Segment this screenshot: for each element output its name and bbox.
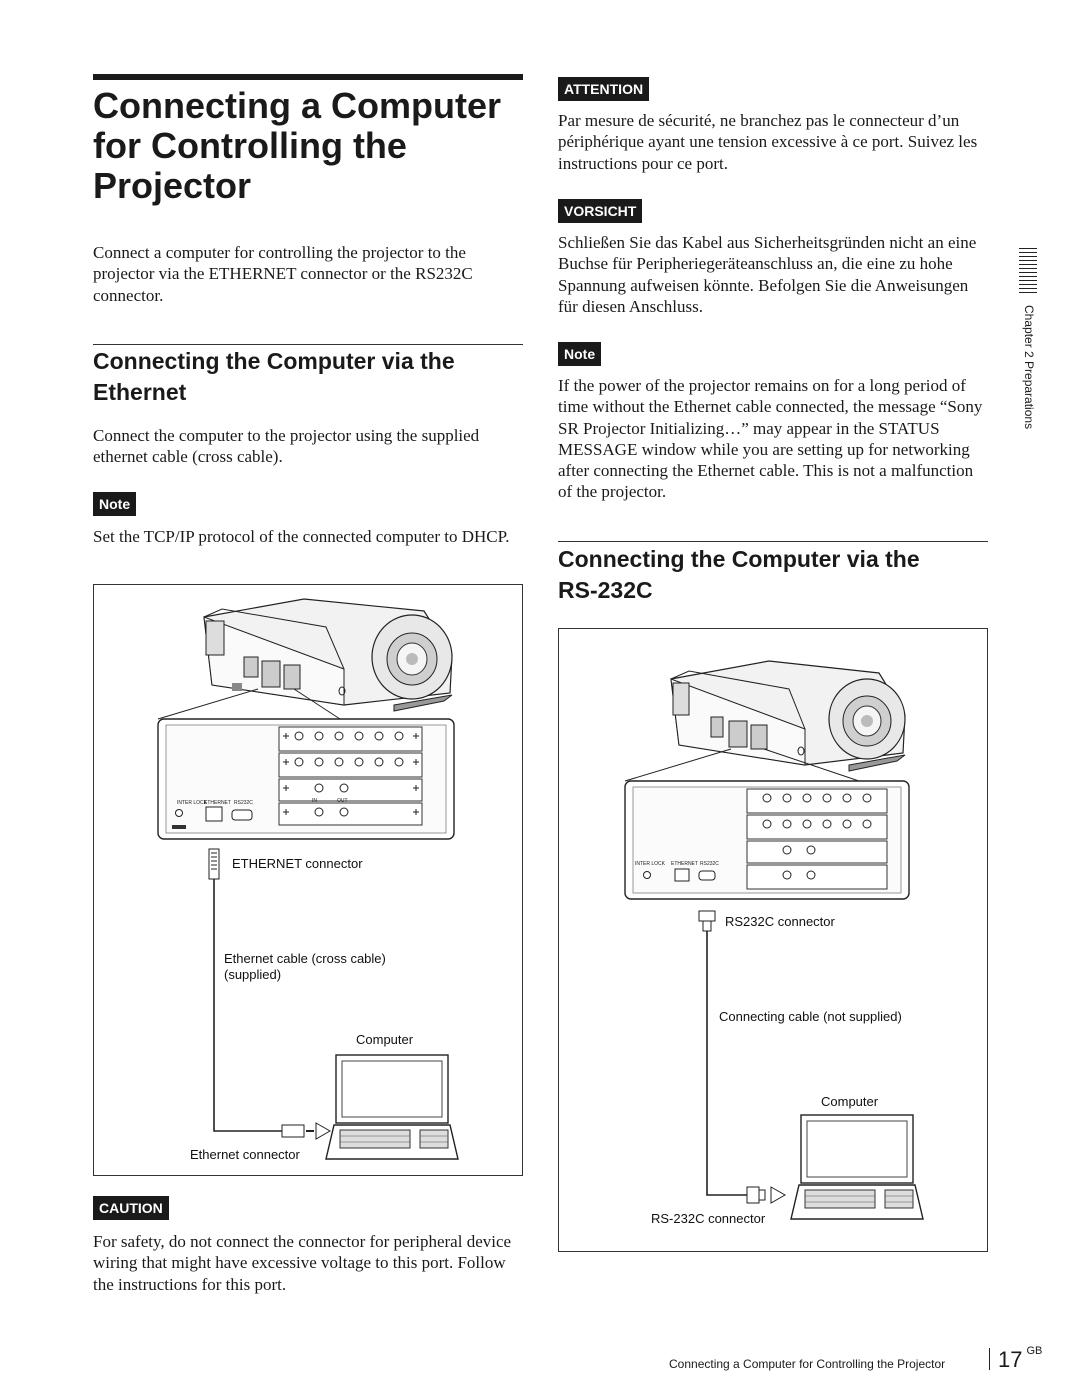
rs232-end-label: RS-232C connector xyxy=(651,1211,766,1226)
intro-paragraph: Connect a computer for controlling the projector to the projector via the ETHERNET connector or the RS232C connector. xyxy=(93,243,473,305)
page-suffix: GB xyxy=(1026,1345,1043,1357)
title-rule xyxy=(93,74,523,80)
projector-illustration-rs232 xyxy=(559,629,989,1253)
panel-label-out: OUT xyxy=(337,798,348,804)
panel-label-ethernet-rs: ETHERNET xyxy=(671,861,698,867)
caution-badge: CAUTION xyxy=(93,1196,169,1220)
panel-label-rs232c-rs: RS232C xyxy=(700,861,719,867)
section-rule-right xyxy=(558,541,988,542)
projector-illustration xyxy=(94,585,524,1177)
rs232-connector-label: RS232C connector xyxy=(725,914,835,929)
page-number xyxy=(998,1347,1042,1373)
chapter-tab-marker xyxy=(1019,248,1037,296)
attention-badge: ATTENTION xyxy=(558,77,649,101)
panel-label-ethernet: ETHERNET xyxy=(204,800,231,806)
footer-running-title: Connecting a Computer for Controlling the Projector xyxy=(669,1357,946,1371)
rs232-section-heading xyxy=(558,544,978,606)
attention-text: Par mesure de sécurité, ne branchez pas le connecteur d’un périphérique ayant une tension excessive à ce port. Suivez les instructions pour ce port. xyxy=(558,111,978,173)
panel-label-in: IN xyxy=(312,798,317,804)
ethernet-cable-supplied-label: (supplied) xyxy=(224,967,282,982)
ethernet-note-text: Set the TCP/IP protocol of the connected computer to DHCP. xyxy=(93,527,510,546)
vorsicht-text: Schließen Sie das Kabel aus Sicherheitsgründen nicht an eine Buchse für Peripheriegeräteanschluss an, die eine zu hohe Spannung aufweisen könnte. Befolgen Sie die Anweisungen für diesen Anschluss. xyxy=(558,233,977,316)
rs232-cable-label: Connecting cable (not supplied) xyxy=(719,1009,902,1024)
page-title: Connecting a Computer for Controlling the Projector xyxy=(93,85,502,206)
ethernet-end-label: Ethernet connector xyxy=(190,1147,300,1162)
note-badge-right: Note xyxy=(558,342,601,366)
ethernet-connection-figure xyxy=(93,584,523,1176)
rs232-heading-line2: RS-232C xyxy=(558,577,653,603)
footer-divider xyxy=(989,1348,990,1370)
panel-label-rs232c: RS232C xyxy=(234,800,253,806)
computer-label: Computer xyxy=(356,1032,414,1047)
ethernet-section-body: Connect the computer to the projector using the supplied ethernet cable (cross cable). xyxy=(93,426,480,467)
note-badge: Note xyxy=(93,492,136,516)
panel-label-interlock-rs: INTER LOCK xyxy=(635,861,666,867)
page-number-value: 17 xyxy=(998,1347,1023,1372)
computer-label-rs232: Computer xyxy=(821,1094,879,1109)
ethernet-connector-label: ETHERNET connector xyxy=(232,856,363,871)
ethernet-section-heading: Connecting the Computer via the Ethernet xyxy=(93,348,455,405)
section-rule xyxy=(93,344,523,345)
chapter-label: Chapter 2 Preparations xyxy=(1022,305,1036,430)
caution-text: For safety, do not connect the connector for peripheral device wiring that might have excessive voltage to this port. Follow the instructions for this port. xyxy=(93,1232,512,1294)
vorsicht-badge: VORSICHT xyxy=(558,199,642,223)
ethernet-cable-label: Ethernet cable (cross cable) xyxy=(224,951,386,966)
rs232-heading-line1: Connecting the Computer via the xyxy=(558,546,920,572)
rs232-connection-figure xyxy=(558,628,988,1252)
panel-label-interlock: INTER LOCK xyxy=(177,800,208,806)
note-right-text: If the power of the projector remains on for a long period of time without the Ethernet cable connected, the message “Sony SR Projector Initializing…” may appear in the STATUS MESSAGE window while you are setting up for networking after connecting the Ethernet cable. This is not a malfunction of the projector. xyxy=(558,376,983,502)
chapter-sidebar xyxy=(1018,305,1038,455)
